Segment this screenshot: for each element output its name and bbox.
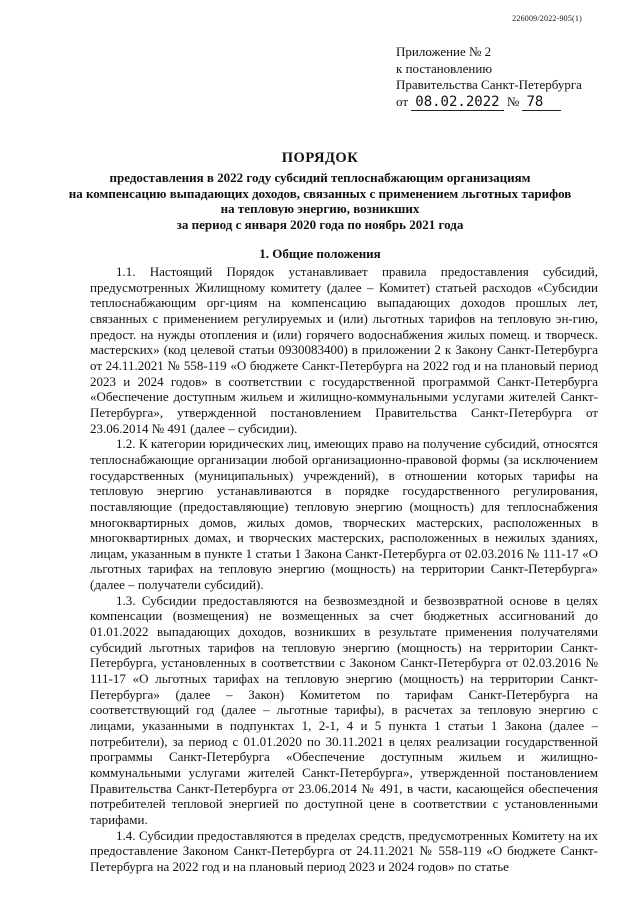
document-number: 226009/2022-905(1)	[512, 14, 582, 23]
subtitle-line: предоставления в 2022 году субсидий теплоснабжающим организациям	[109, 170, 531, 185]
subtitle-line: на компенсацию выпадающих доходов, связанных с применением льготных тарифов	[68, 185, 572, 201]
paragraph-1-3: 1.3. Субсидии предоставляются на безвозмездной и безвозвратной основе в целях компенсации (возмещения) не возмещенных за счет бюджетных ассигнований до 01.01.2022 выпадающих доходов, возникших в результате применения получателями субсидий льготных тарифов на тепловую энергию (мощность) на территории Санкт-Петербурга, установленных в соответствии с Законом Санкт-Петербурга от 02.03.2016 № 111-17 «О льготных тарифах на тепловую энергию (мощность) на территории Санкт-Петербурга» (далее – Закон) Комитетом по тарифам Санкт-Петербурга на соответствующий год (далее – льготные тарифы), в расчетах за тепловую энергию с лицами, указанными в подпунктах 1, 2-1, 4 и 5 пункта 1 статьи 1 Закона (далее – потребители), за период с 01.01.2020 по 30.11.2021 в целях реализации государственной программы Санкт-Петербурга «Обеспечение доступным жильем и жилищно-коммунальными услугами жителей Санкт-Петербурга», утвержденной постановлением Правительства Санкт-Петербурга от 23.06.2014 № 491, в части, касающейся обеспечения потребителей тепловой энергией по доступной цене в соответствии с установленными тарифами.	[90, 592, 598, 827]
subtitle-line: за период с января 2020 года по ноябрь 2021 года	[176, 216, 464, 232]
document-subtitle	[60, 170, 580, 232]
document-body	[90, 264, 598, 875]
paragraph-1-1: 1.1. Настоящий Порядок устанавливает правила предоставления субсидий, предусмотренных Жилищному комитету (далее – Комитет) статьей расходов «Субсидии теплоснабжающим орг-циям на компенсацию выпадающих доходов прошлых лет, связанных с применением регулируемых и (или) льготных тарифов на тепловую эн-гию, предост. на нужды отопления и (или) горячего водоснабжения жилых помещ. и творческ. мастерских» (код целевой статьи 0930083400) в приложении 2 к Закону Санкт-Петербурга от 24.11.2021 № 558-119 «О бюджете Санкт-Петербурга на 2022 год и на плановый период 2023 и 2024 годов» в соответствии с государственной программой Санкт-Петербурга «Обеспечение доступным жильем и жилищно-коммунальными услугами жителей Санкт-Петербурга», утвержденной постановлением Правительства Санкт-Петербурга от 23.06.2014 № 491 (далее – субсидии).	[90, 264, 598, 436]
number-prefix: №	[506, 93, 520, 109]
document-title: ПОРЯДОК	[281, 150, 359, 166]
paragraph-1-2: 1.2. К категории юридических лиц, имеющих право на получение субсидий, относятся теплоснабжающие организации любой организационно-правовой формы (за исключением государственных (муниципальных) учреждений), в отношении которых тарифы на тепловую энергию устанавливаются в порядке государственного регулирования, поставляющие (предоставляющие) тепловую энергию (мощность) для теплоснабжения многоквартирных домов, жилых домов, творческих мастерских, расположенных в многоквартирных домах, и творческих мастерских, расположенных в нежилых зданиях, лицам, указанным в пункте 1 статьи 1 Закона Санкт-Петербурга от 02.03.2016 № 111-17 «О льготных тарифах на тепловую энергию (мощность) на территории Санкт-Петербурга» (далее – получатели субсидий).	[90, 436, 598, 593]
handwritten-number: 78	[522, 94, 561, 111]
section-title: 1. Общие положения	[259, 246, 381, 261]
paragraph-1-4: 1.4. Субсидии предоставляются в пределах средств, предусмотренных Комитету на их предоставление Законом Санкт-Петербурга от 24.11.2021 № 558-119 «О бюджете Санкт-Петербурга на 2022 год и на плановый период 2023 и 2024 годов» по статье	[90, 827, 598, 874]
appendix-block	[396, 44, 582, 110]
appendix-line-2: к постановлению	[396, 60, 493, 76]
appendix-line-3: Правительства Санкт-Петербурга	[396, 77, 582, 92]
date-prefix: от	[396, 93, 409, 109]
appendix-date-line	[396, 94, 582, 111]
handwritten-date: 08.02.2022	[411, 94, 503, 111]
appendix-line-1: Приложение № 2	[396, 44, 492, 59]
subtitle-line: на тепловую энергию, возникших	[220, 201, 420, 216]
